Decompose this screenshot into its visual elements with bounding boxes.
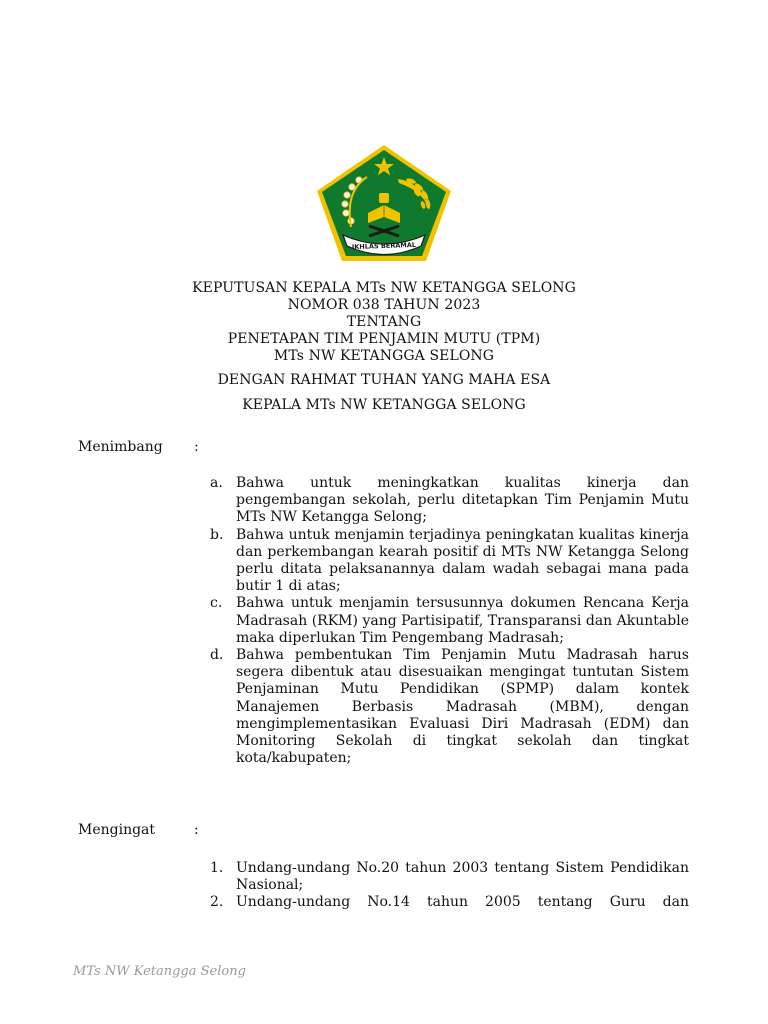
mengingat-colon: : [194, 822, 199, 838]
item-marker: b. [210, 526, 224, 543]
item-text: Undang-undang No.20 tahun 2003 tentang Sistem Pendidikan Nasional; [236, 860, 689, 894]
decree-subject: PENETAPAN TIM PENJAMIN MUTU (TPM) [227, 331, 541, 347]
mengingat-label: Mengingat [78, 822, 156, 838]
mengingat-item [210, 894, 689, 911]
item-text: Bahwa untuk menjamin terjadinya peningkatan kualitas kinerja dan perkembangan kearah positif di MTs NW Ketangga Selong perlu ditata pelaksanannya dalam wadah sebagai mana pada butir 1 di atas; [236, 526, 689, 595]
menimbang-colon: : [194, 439, 199, 455]
item-marker: c. [210, 595, 223, 612]
item-marker: 2. [210, 894, 224, 911]
item-text: Bahwa untuk meningkatkan kualitas kinerja dan pengembangan sekolah, perlu ditetapkan Tim Penjamin Mutu MTs NW Ketangga Selong; [236, 475, 689, 526]
decree-issuer: KEPALA MTs NW KETANGGA SELONG [242, 397, 526, 413]
decree-heading [0, 280, 768, 365]
item-marker: d. [210, 647, 224, 664]
decree-about: TENTANG [346, 314, 422, 330]
menimbang-item [210, 595, 689, 647]
page-footer: MTs NW Ketangga Selong [73, 964, 246, 979]
menimbang-item [210, 647, 689, 767]
menimbang-list [210, 475, 689, 767]
item-text: Bahwa untuk menjamin tersusunnya dokumen Rencana Kerja Madrasah (RKM) yang Partisipatif, Transparansi dan Akuntable maka diperlukan Tim Pengembang Madrasah; [236, 595, 689, 646]
decree-school: MTs NW KETANGGA SELONG [273, 348, 495, 364]
item-text: Bahwa pembentukan Tim Penjamin Mutu Madrasah harus segera dibentuk atau disesuaikan mengingat tuntutan Sistem Penjaminan Mutu Pendidikan (SPMP) dalam kontek Manajemen Berbasis Madrasah (MBM), dengan mengimplementasikan Evaluasi Diri Madrasah (EDM) dan Monitoring Sekolah di tingkat sekolah dan tingkat kota/kabupaten; [236, 647, 689, 767]
menimbang-item [210, 475, 689, 527]
decree-number: NOMOR 038 TAHUN 2023 [287, 297, 481, 313]
mengingat-item [210, 860, 689, 894]
menimbang-label: Menimbang [78, 439, 163, 455]
item-marker: a. [210, 475, 223, 491]
decree-title: KEPUTUSAN KEPALA MTs NW KETANGGA SELONG [192, 280, 576, 296]
menimbang-item [210, 527, 689, 596]
mengingat-list [210, 860, 689, 912]
emblem-motto: IKHLAS BERAMAL [351, 240, 417, 252]
kemenag-emblem-logo [315, 143, 453, 263]
item-text: Undang-undang No.14 tahun 2005 tentang Guru dan [236, 894, 689, 911]
decree-invocation: DENGAN RAHMAT TUHAN YANG MAHA ESA [217, 372, 551, 388]
item-marker: 1. [210, 860, 224, 876]
